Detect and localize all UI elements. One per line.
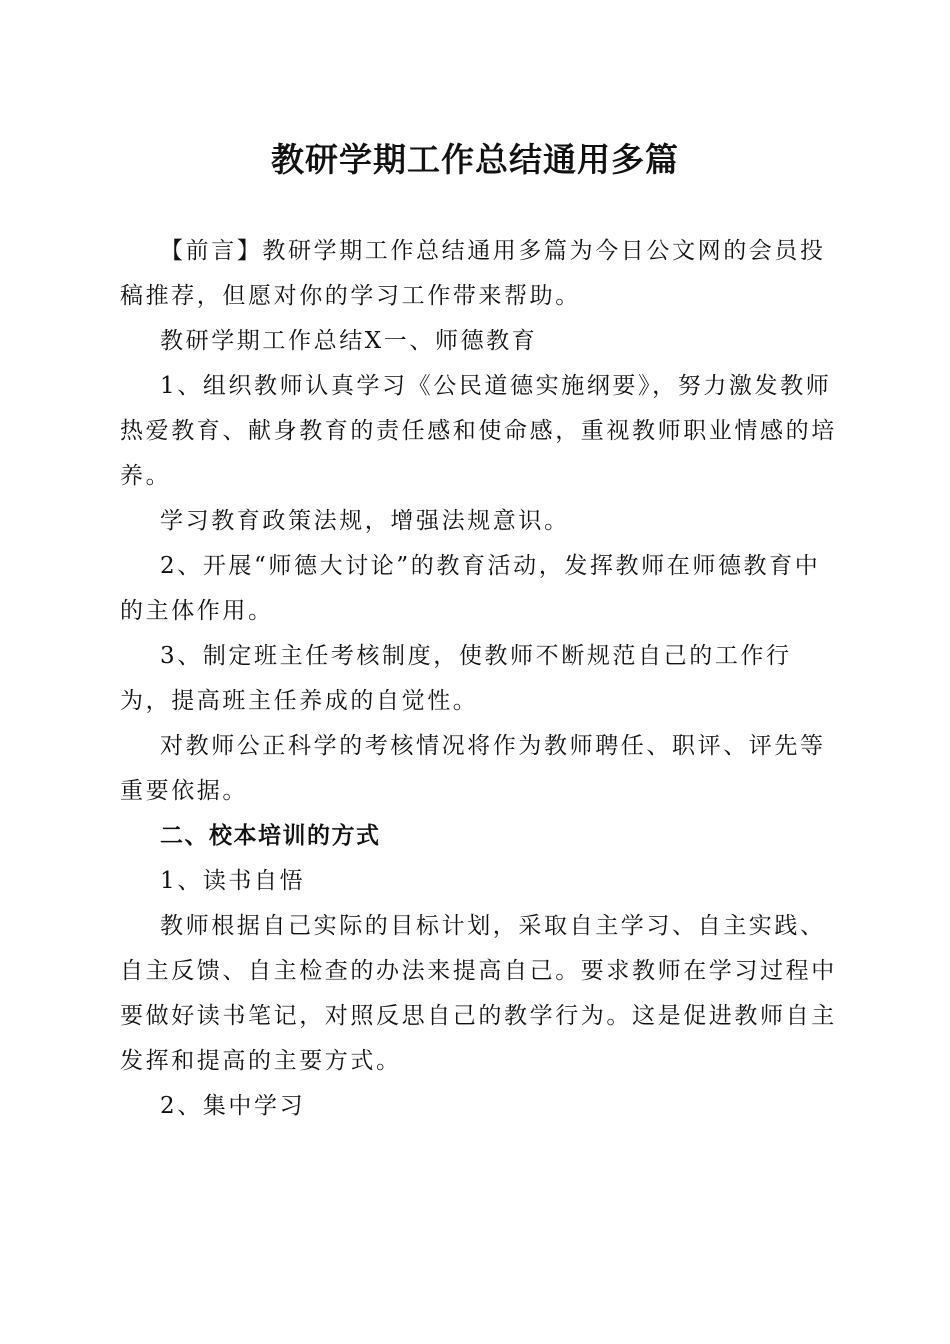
body-paragraph: 教师根据自己实际的目标计划，采取自主学习、自主实践、自主反馈、自主检查的办法来提高自己。要求教师在学习过程中要做好读书笔记，对照反思自己的教学行为。这是促进教师自主发挥和提高的主要方式。	[120, 913, 837, 1074]
body-paragraph: 3、制定班主任考核制度，使教师不断规范自己的工作行为，提高班主任养成的自觉性。	[120, 643, 792, 714]
body-paragraph: 1、组织教师认真学习《公民道德实施纲要》，努力激发教师热爱教育、献身教育的责任感和使命感，重视教师职业情感的培养。	[120, 373, 837, 489]
subsection-heading-group-study: 2、集中学习	[160, 1093, 306, 1119]
preface-paragraph: 【前言】教研学期工作总结通用多篇为今日公文网的会员投稿推荐，但愿对你的学习工作带来帮助。	[120, 238, 826, 309]
subsection-heading-reading: 1、读书自悟	[160, 868, 306, 894]
document-body	[120, 229, 840, 1129]
page-title: 教研学期工作总结通用多篇	[271, 140, 679, 179]
body-paragraph: 2、开展“师德大讨论”的教育活动，发挥教师在师德教育中的主体作用。	[120, 553, 821, 624]
body-paragraph: 对教师公正科学的考核情况将作为教师聘任、职评、评先等重要依据。	[120, 733, 826, 804]
body-paragraph: 学习教育政策法规，增强法规意识。	[160, 508, 570, 534]
section-heading-school-training: 二、校本培训的方式	[160, 823, 381, 849]
section-heading-teacher-ethics: 教研学期工作总结X一、师德教育	[160, 328, 538, 354]
